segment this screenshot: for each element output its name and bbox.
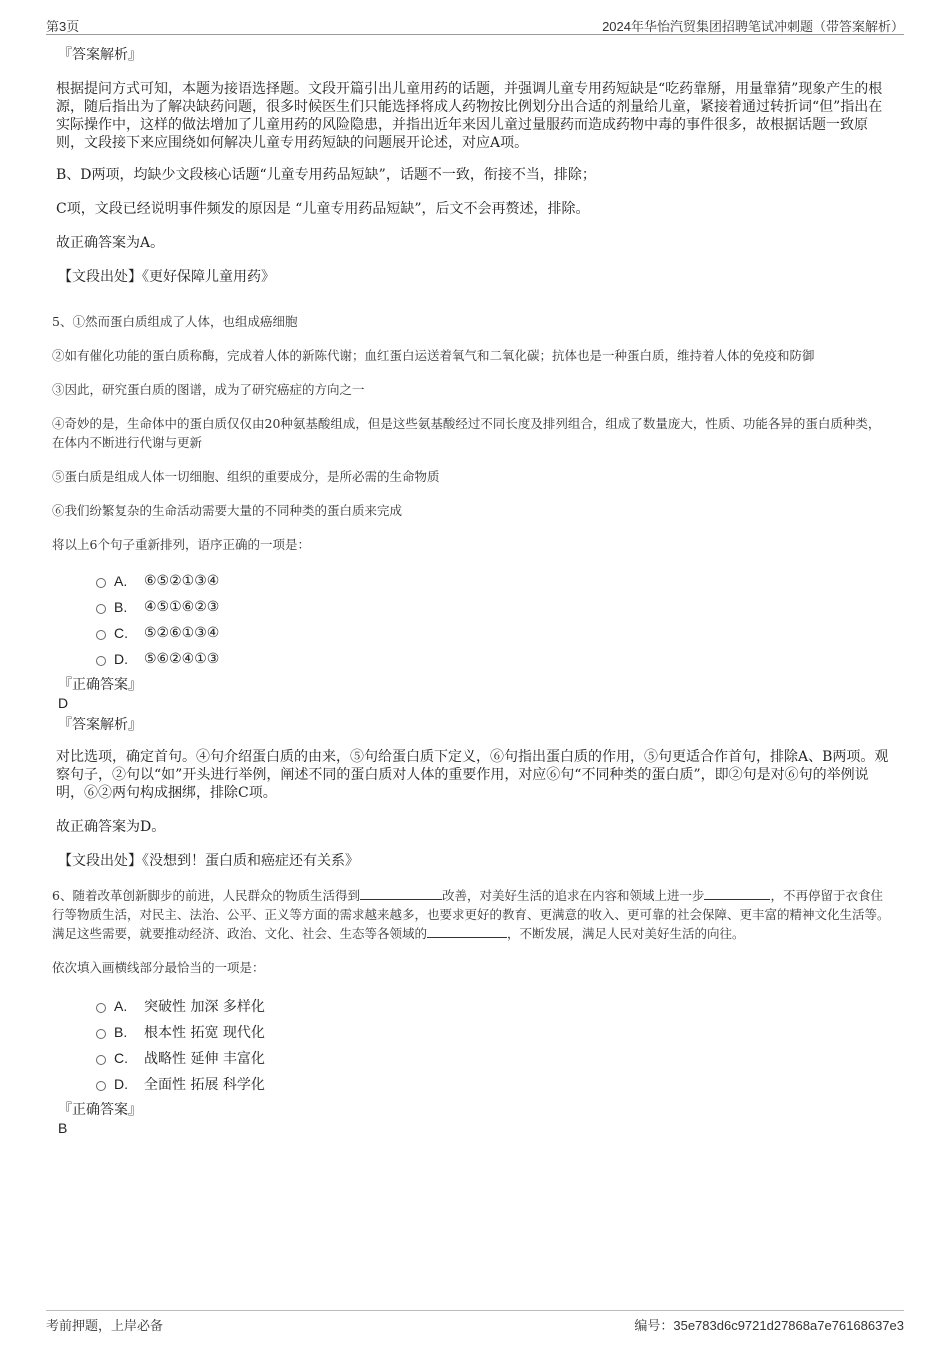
analysis-label: 『答案解析』	[58, 717, 142, 733]
option-c[interactable]: C. ⑤②⑥①③④	[96, 620, 892, 646]
radio-icon[interactable]	[96, 1081, 106, 1091]
question-sentence: ③因此，研究蛋白质的图谱，成为了研究癌症的方向之一	[52, 382, 365, 397]
radio-icon[interactable]	[96, 604, 106, 614]
analysis-conclusion: 故正确答案为D。	[56, 819, 166, 835]
fill-blank	[704, 887, 770, 900]
document-id: 编号：35e783d6c9721d27868a7e76168637e3	[634, 1318, 904, 1334]
question-sentence: ⑥我们纷繁复杂的生命活动需要大量的不同种类的蛋白质来完成	[52, 503, 403, 518]
option-d[interactable]: D. 全面性 拓展 科学化	[96, 1071, 892, 1097]
page-footer	[46, 1310, 904, 1335]
document-title: 2024年华怡汽贸集团招聘笔试冲刺题（带答案解析）	[602, 19, 904, 34]
option-a[interactable]: A. ⑥⑤②①③④	[96, 568, 892, 594]
question-text: 6、随着改革创新脚步的前进，人民群众的物质生活得到 改善，对美好生活的追求在内容和领域上进一步 ，不再停留于衣食住行等物质生活，对民主、法治、公平、正义等方面的需求越来越多，也要求更好的教育、更满意的收入、更可靠的社会保障、更丰富的精神文化生活等。满足这些需要，就要推动经济、政治、文化、社会、生态等各领域的 ，不断发展，满足人民对美好生活的向往。	[52, 888, 890, 941]
analysis-paragraph: C项，文段已经说明事件频发的原因是 “儿童专用药品短缺”，后文不会再赘述，排除。	[56, 201, 590, 217]
correct-answer: D	[58, 695, 69, 711]
option-d[interactable]: D. ⑤⑥②④①③	[96, 646, 892, 672]
fill-blank	[360, 887, 442, 900]
analysis-conclusion: 故正确答案为A。	[56, 235, 165, 251]
question-prompt: 将以上6个句子重新排列，语序正确的一项是：	[52, 537, 310, 552]
option-b[interactable]: B. ④⑤①⑥②③	[96, 594, 892, 620]
answer-label: 『正确答案』	[58, 1102, 142, 1118]
source-citation: 【文段出处】《没想到！蛋白质和癌症还有关系》	[58, 853, 359, 869]
question-prompt: 依次填入画横线部分最恰当的一项是：	[52, 960, 265, 975]
fill-blank	[427, 925, 507, 938]
question-sentence: 5、①然而蛋白质组成了人体，也组成癌细胞	[52, 314, 298, 329]
radio-icon[interactable]	[96, 1029, 106, 1039]
option-a[interactable]: A. 突破性 加深 多样化	[96, 993, 892, 1019]
analysis-paragraph: B、D两项，均缺少文段核心话题“儿童专用药品短缺”，话题不一致，衔接不当，排除；	[56, 167, 596, 183]
question-sentence: ②如有催化功能的蛋白质称酶，完成着人体的新陈代谢；血红蛋白运送着氧气和二氧化碳；抗体也是一种蛋白质，维持着人体的免疫和防御	[52, 348, 815, 363]
correct-answer: B	[58, 1120, 68, 1136]
question-sentence: ④奇妙的是，生命体中的蛋白质仅仅由20种氨基酸组成，但是这些氨基酸经过不同长度及排列组合，组成了数量庞大，性质、功能各异的蛋白质种类，在体内不断进行代谢与更新	[52, 416, 881, 450]
answer-label: 『正确答案』	[58, 677, 142, 693]
radio-icon[interactable]	[96, 656, 106, 666]
radio-icon[interactable]	[96, 578, 106, 588]
option-b[interactable]: B. 根本性 拓宽 现代化	[96, 1019, 892, 1045]
document-body	[52, 46, 892, 1137]
page-header	[46, 14, 904, 35]
option-c[interactable]: C. 战略性 延伸 丰富化	[96, 1045, 892, 1071]
options-list	[96, 993, 892, 1097]
page-number: 第3页	[46, 19, 80, 34]
analysis-label: 『答案解析』	[58, 47, 142, 63]
options-list	[96, 568, 892, 672]
footer-slogan: 考前押题，上岸必备	[46, 1319, 164, 1334]
analysis-paragraph: 对比选项，确定首句。④句介绍蛋白质的由来，⑤句给蛋白质下定义，⑥句指出蛋白质的作用，⑤句更适合作首句，排除A、B两项。观察句子，②句以“如”开头进行举例，阐述不同的蛋白质对人体的重要作用，对应⑥句“不同种类的蛋白质”，即②句是对⑥句的举例说明，⑥②两句构成捆绑，排除C项。	[56, 749, 889, 801]
source-citation: 【文段出处】《更好保障儿童用药》	[58, 269, 275, 285]
radio-icon[interactable]	[96, 1003, 106, 1013]
analysis-paragraph: 根据提问方式可知，本题为接语选择题。文段开篇引出儿童用药的话题，并强调儿童专用药短缺是“吃药靠掰，用量靠猜”现象产生的根源，随后指出为了解决缺药问题，很多时候医生们只能选择将成人药物按比例划分出合适的剂量给儿童，紧接着通过转折词“但”指出在实际操作中，这样的做法增加了儿童用药的风险隐患，并指出近年来因儿童过量服药而造成药物中毒的事件很多，故根据话题一致原则，文段接下来应围绕如何解决儿童专用药短缺的问题展开论述，对应A项。	[56, 81, 883, 151]
radio-icon[interactable]	[96, 630, 106, 640]
radio-icon[interactable]	[96, 1055, 106, 1065]
question-sentence: ⑤蛋白质是组成人体一切细胞、组织的重要成分，是所必需的生命物质	[52, 469, 440, 484]
